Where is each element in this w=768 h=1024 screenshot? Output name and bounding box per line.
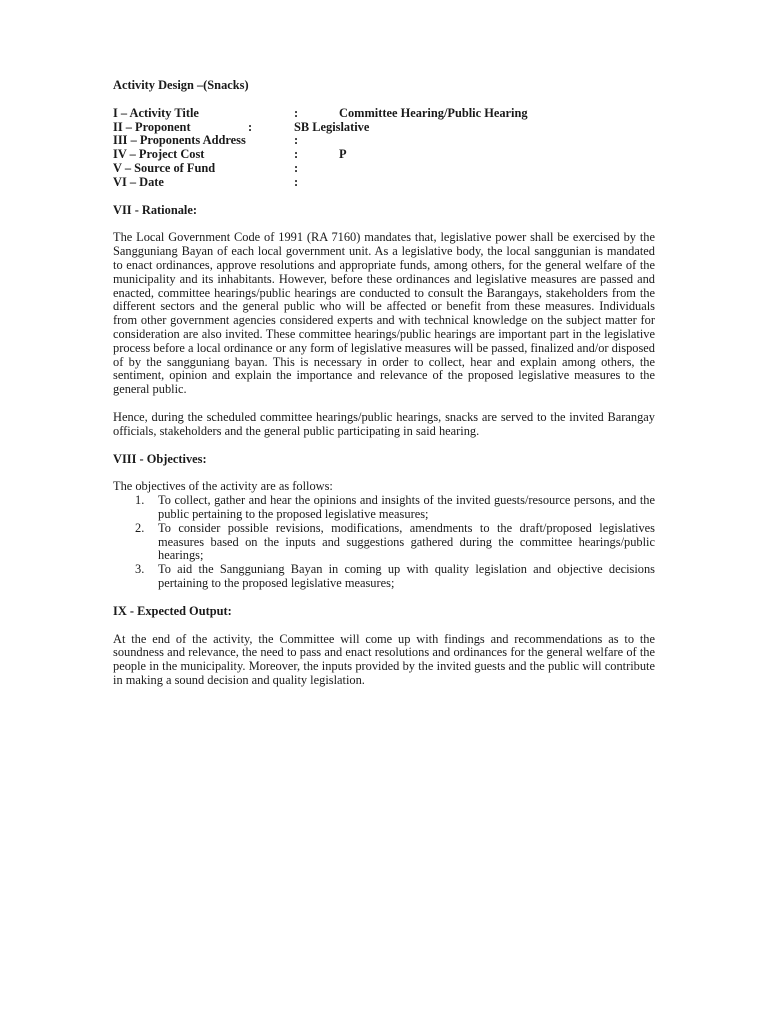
objective-text: To aid the Sangguniang Bayan in coming up with quality legislation and objective decisions pertaining to the proposed legislative measures; <box>158 562 655 590</box>
info-value: Committee Hearing/Public Hearing <box>339 105 528 120</box>
info-label: III – Proponents Address <box>113 133 246 148</box>
info-label: VI – Date <box>113 174 164 189</box>
rationale-paragraph: Hence, during the scheduled committee hearings/public hearings, snacks are served to the invited Barangay officials, stakeholders and the general public participating in said hearing. <box>113 409 655 438</box>
document-title: Activity Design –(Snacks) <box>113 78 249 92</box>
info-row-proponents-address <box>113 134 655 148</box>
info-row-proponent <box>113 121 655 135</box>
objectives-heading: VIII - Objectives: <box>113 451 207 466</box>
info-colon: : <box>294 147 299 162</box>
objective-number: 2. <box>135 520 145 535</box>
objective-item <box>113 494 655 522</box>
info-colon: : <box>294 160 299 175</box>
info-label: I – Activity Title <box>113 105 199 120</box>
rationale-heading: VII - Rationale: <box>113 202 197 217</box>
activity-info-table <box>113 107 655 190</box>
info-value: P <box>339 147 347 162</box>
document-page <box>113 79 655 702</box>
info-colon: : <box>294 174 299 189</box>
info-row-project-cost <box>113 148 655 162</box>
info-value: SB Legislative <box>294 119 370 134</box>
expected-output-paragraph: At the end of the activity, the Committee will come up with findings and recommendations as to the soundness and relevance, the need to pass and enact resolutions and ordinances for the general welfare of the people in the municipality. Moreover, the inputs provided by the invited guests and the public will contribute in making a sound decision and quality legislation. <box>113 631 655 687</box>
info-row-source-of-fund <box>113 162 655 176</box>
info-colon: : <box>294 105 299 120</box>
objectives-list <box>113 494 655 591</box>
info-label: V – Source of Fund <box>113 160 216 175</box>
info-label: II – Proponent <box>113 119 191 134</box>
info-colon: : <box>248 119 253 134</box>
objective-text: To consider possible revisions, modifications, amendments to the draft/proposed legislatives measures based on the inputs and suggestions gathered during the committee hearings/public hearings; <box>158 520 655 563</box>
objective-number: 3. <box>135 562 145 577</box>
info-colon: : <box>294 133 299 148</box>
info-row-activity-title <box>113 107 655 121</box>
objective-text: To collect, gather and hear the opinions and insights of the invited guests/resource persons, and the public pertaining to the proposed legislative measures; <box>158 493 655 521</box>
objective-item <box>113 522 655 563</box>
objective-item <box>113 563 655 591</box>
info-label: IV – Project Cost <box>113 147 205 162</box>
rationale-paragraph: The Local Government Code of 1991 (RA 7160) mandates that, legislative power shall be exercised by the Sangguniang Bayan of each local government unit. As a legislative body, the local sanggunian is mandated to enact ordinances, approve resolutions and appropriate funds, among others, for the general welfare of the municipality and its inhabitants. However, before these ordinances and legislative measures are passed and enacted, committee hearings/public hearings are conducted to consult the Barangays, stakeholders from the different sectors and the general public who will be affected or benefit from these measures. Individuals from other government agencies considered experts and with technical knowledge on the subject matter for consideration are also invited. These committee hearings/public hearings are important part in the legislative process before a local ordinance or any form of legislative measures will be passed, finalized and/or disposed of by the sangguniang bayan. This is necessary in order to collect, hear and explain among others, the sentiment, opinion and explain the importance and relevance of the proposed legislative measures to the general public. <box>113 230 655 397</box>
objectives-intro: The objectives of the activity are as follows: <box>113 479 333 494</box>
expected-output-heading: IX - Expected Output: <box>113 603 232 618</box>
info-row-date <box>113 176 655 190</box>
objective-number: 1. <box>135 493 145 508</box>
